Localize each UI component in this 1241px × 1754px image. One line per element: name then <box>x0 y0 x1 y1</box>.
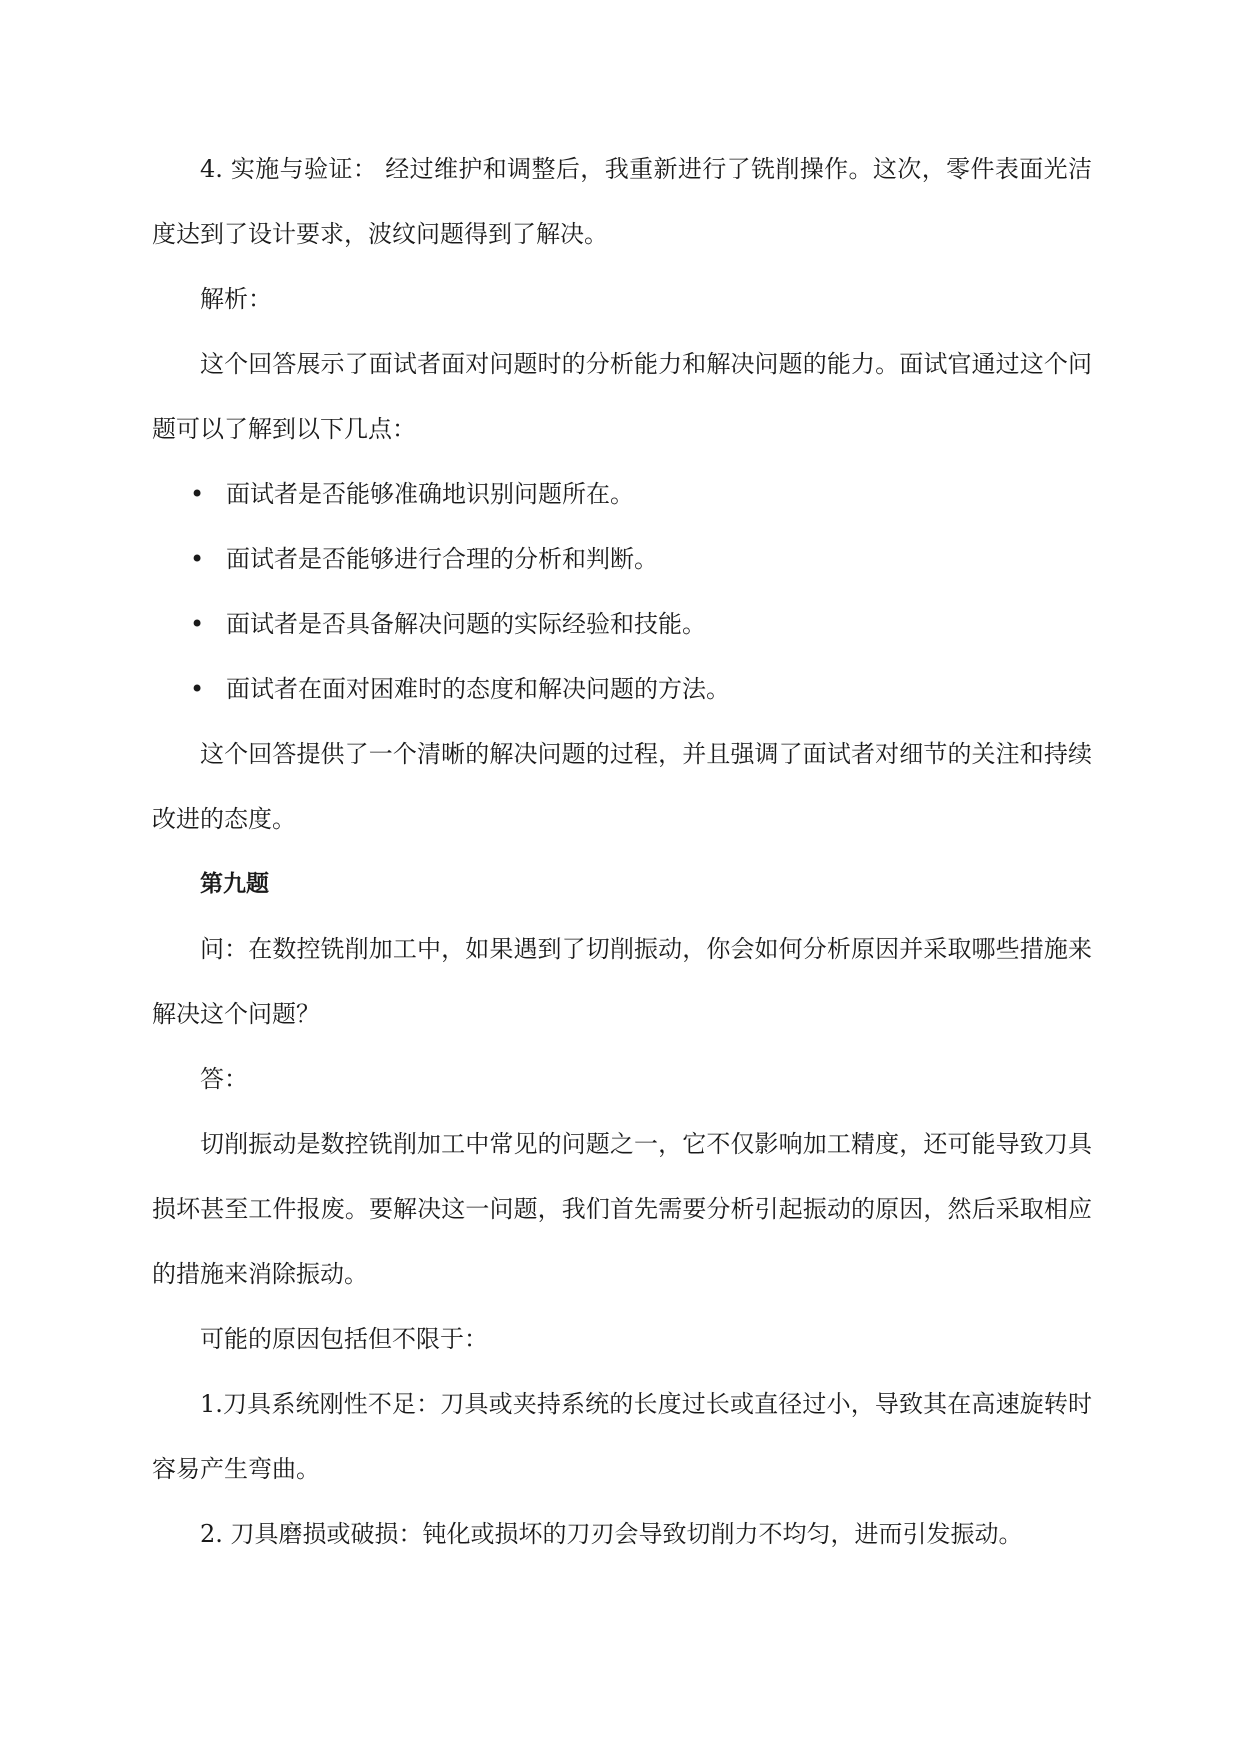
list-item <box>152 462 1092 527</box>
paragraph-question: 问：在数控铣削加工中，如果遇到了切削振动，你会如何分析原因并采取哪些措施来解决这个问题？ <box>152 935 1092 1028</box>
paragraph-answer-label: 答： <box>200 1065 248 1093</box>
paragraph-cause-2: 2. 刀具磨损或破损：钝化或损坏的刀刃会导致切削力不均匀，进而引发振动。 <box>200 1520 1023 1548</box>
list-item-text: 面试者是否具备解决问题的实际经验和技能。 <box>226 610 706 638</box>
list-item-text: 面试者是否能够进行合理的分析和判断。 <box>226 545 658 573</box>
bullet-icon: • <box>190 480 205 508</box>
list-item <box>152 657 1092 722</box>
bullet-icon: • <box>190 610 205 638</box>
section-heading: 第九题 <box>200 871 269 897</box>
list-item-text: 面试者是否能够准确地识别问题所在。 <box>226 480 634 508</box>
bullet-icon: • <box>190 545 205 573</box>
paragraph-analysis-label: 解析： <box>200 285 272 313</box>
paragraph-cause-1: 1.刀具系统刚性不足：刀具或夹持系统的长度过长或直径过小，导致其在高速旋转时容易产生弯曲。 <box>152 1390 1092 1483</box>
paragraph-summary: 这个回答提供了一个清晰的解决问题的过程，并且强调了面试者对细节的关注和持续改进的态度。 <box>152 740 1092 833</box>
paragraph-causes-intro: 可能的原因包括但不限于： <box>200 1325 488 1353</box>
list-item <box>152 527 1092 592</box>
paragraph-answer-intro: 切削振动是数控铣削加工中常见的问题之一，它不仅影响加工精度，还可能导致刀具损坏甚至工件报废。要解决这一问题，我们首先需要分析引起振动的原因，然后采取相应的措施来消除振动。 <box>152 1130 1092 1288</box>
list-item-text: 面试者在面对困难时的态度和解决问题的方法。 <box>226 675 730 703</box>
paragraph-analysis-intro: 这个回答展示了面试者面对问题时的分析能力和解决问题的能力。面试官通过这个问题可以了解到以下几点： <box>152 350 1092 443</box>
bullet-icon: • <box>190 675 205 703</box>
bullet-list <box>152 462 1092 722</box>
paragraph-implementation-verification: 4. 实施与验证： 经过维护和调整后，我重新进行了铣削操作。这次，零件表面光洁度达到了设计要求，波纹问题得到了解决。 <box>152 155 1092 248</box>
document-body <box>152 137 1092 1567</box>
list-item <box>152 592 1092 657</box>
